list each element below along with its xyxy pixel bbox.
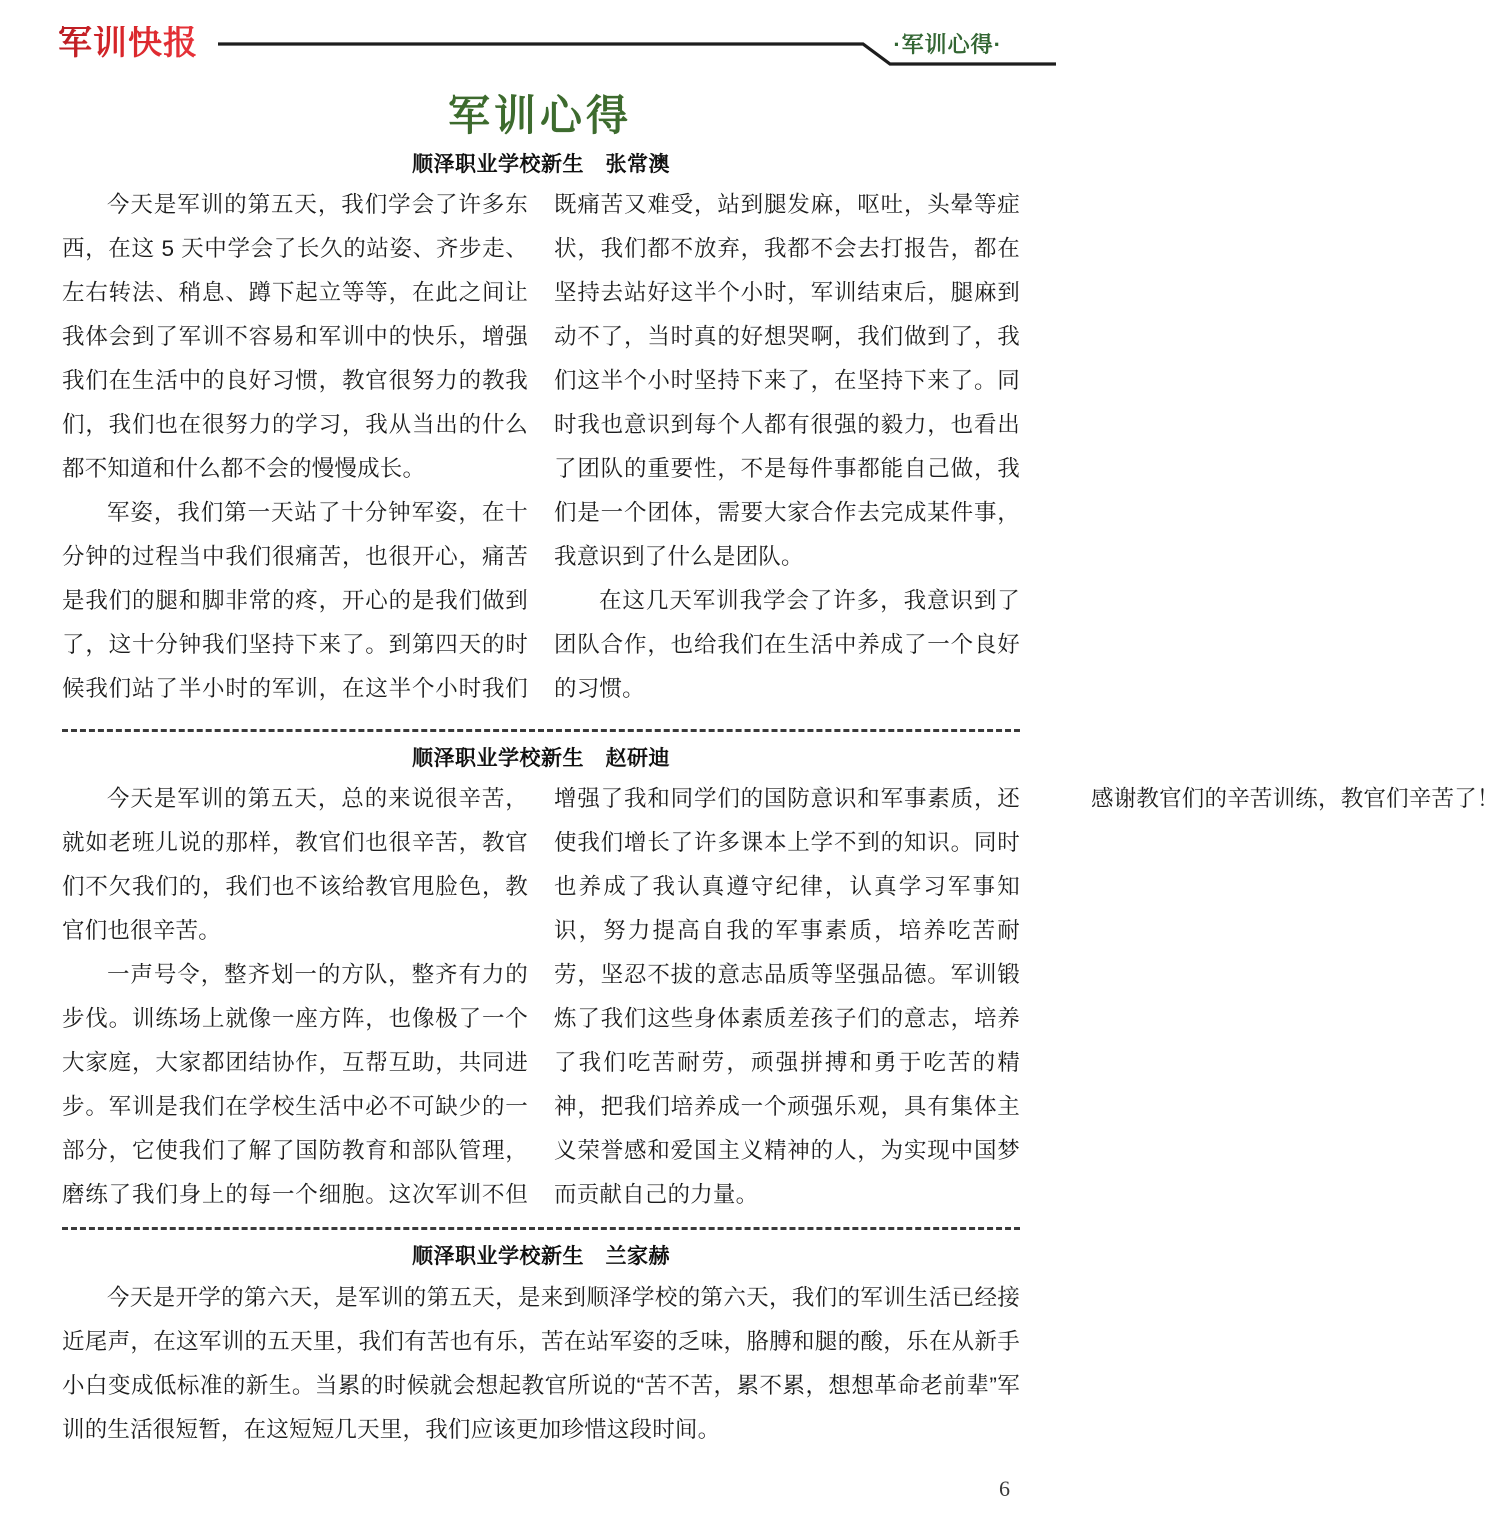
article-byline: 顺泽职业学校新生 赵研迪 xyxy=(412,747,670,771)
paragraph: 今天是军训的第五天，我们学会了许多东西，在这 5 天中学会了长久的站姿、齐步走、左右转法、稍息、蹲下起立等等，在此之间让我体会到了军训不容易和军训中的快乐，增强我们在生活中的良好习惯，教官很努力的教我们，我们也在很努力的学习，我从当出的什么都不知道和什么都不会的慢慢成长。 xyxy=(62,192,528,482)
paragraph: 一声号令，整齐划一的方队，整齐有力的步伐。训练场上就像一座方阵，也像极了一个大家庭，大家都团结协作，互帮互助，共同进步。军训是我们在学校生活中必不可缺少的一部分，它使我们了解了国防教育和部队管理，磨练了我们身上的每一个细胞。这次军训不但增强了我和同学们的国防意识和军事素质，还使我们增长了许多课本上学不到的知识。同时也养成了我认真遵守纪律，认真学习军事知识，努力提高自我的军事素质，培养吃苦耐劳，坚忍不拔的意志品质等坚强品德。军训锻炼了我们这些身体素质差孩子们的意志，培养了我们吃苦耐劳，顽强拼搏和勇于吃苦的精神，把我们培养成一个顽强乐观，具有集体主义荣誉感和爱国主义精神的人，为实现中国梦而贡献自己的力量。 xyxy=(62,786,1020,1208)
article-byline: 顺泽职业学校新生 张常澳 xyxy=(412,153,670,177)
paragraph: 感谢教官们的辛苦训练，教官们辛苦了！ xyxy=(1091,786,1500,812)
page-title: 军训心得 xyxy=(447,92,632,139)
page-number: 6 xyxy=(999,1476,1010,1501)
paragraph: 今天是军训的第五天，总的来说很辛苦，就如老班儿说的那样，教官们也很辛苦，教官们不欠我们的，我们也不该给教官甩脸色，教官们也很辛苦。 xyxy=(62,786,528,944)
article-body xyxy=(62,777,1500,1217)
paragraph: 今天是开学的第六天，是军训的第五天，是来到顺泽学校的第六天，我们的军训生活已经接近尾声，在这军训的五天里，我们有苦也有乐，苦在站军姿的乏味，胳膊和腿的酸，乐在从新手小白变成低标准的新生。当累的时候就会想起教官所说的“苦不苦，累不累，想想革命老前辈”军训的生活很短暂，在这短短几天里，我们应该更加珍惜这段时间。 xyxy=(62,1284,1020,1442)
article-separator xyxy=(62,1227,1020,1230)
article-byline: 顺泽职业学校新生 兰家赫 xyxy=(412,1245,670,1269)
article-zhang-changao xyxy=(62,152,1020,719)
article-lan-jiahe xyxy=(62,1244,1020,1451)
masthead xyxy=(0,0,1080,92)
article-separator xyxy=(62,729,1020,732)
article-body xyxy=(62,183,1020,719)
article-body xyxy=(62,1276,1020,1452)
article-zhao-yandi xyxy=(62,746,1500,1217)
content-sheet xyxy=(0,152,1500,1452)
paragraph: 军姿，我们第一天站了十分钟军姿，在十分钟的过程当中我们很痛苦，也很开心，痛苦是我们的腿和脚非常的疼，开心的是我们做到了，这十分钟我们坚持下来了。到第四天的时候我们站了半小时的军训，在这半个小时我们既痛苦又难受，站到腿发麻，呕吐，头晕等症状，我们都不放弃，我都不会去打报告，都在坚持去站好这半个小时，军训结束后，腿麻到动不了，当时真的好想哭啊，我们做到了，我们这半个小时坚持下来了，在坚持下来了。同时我也意识到每个人都有很强的毅力，也看出了团队的重要性，不是每件事都能自己做，我们是一个团体，需要大家合作去完成某件事，我意识到了什么是团队。 xyxy=(62,192,1020,702)
paragraph: 在这几天军训我学会了许多，我意识到了团队合作，也给我们在生活中养成了一个良好的习惯。 xyxy=(554,588,1020,702)
masthead-title: 军训快报 xyxy=(58,24,198,62)
section-label: ·军训心得· xyxy=(893,32,1002,57)
